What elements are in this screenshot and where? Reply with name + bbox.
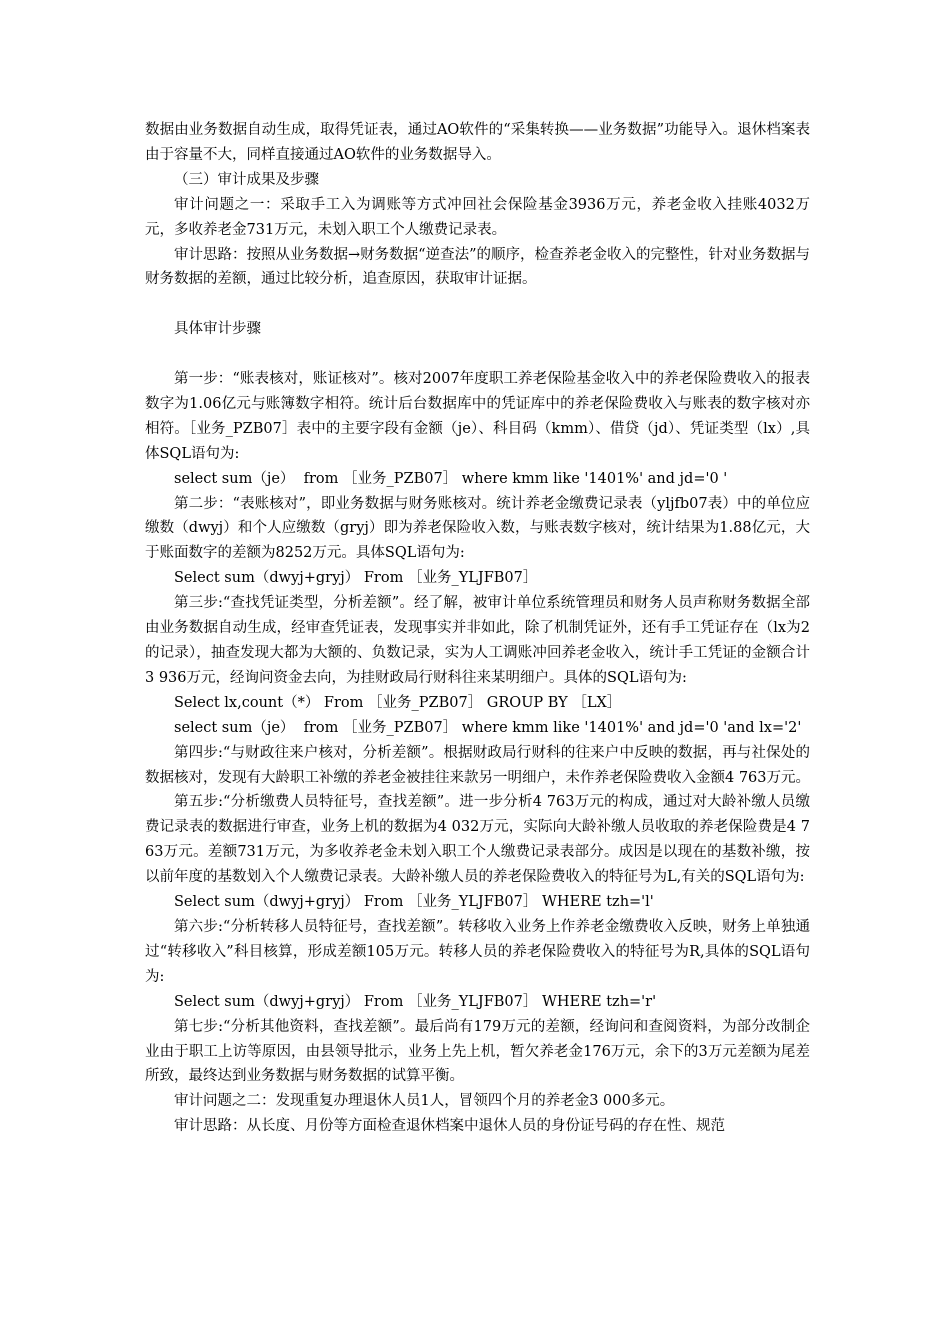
- paragraph-step-6: 第六步:“分析转移人员特征号，查找差额”。转移收入业务上作养老金缴费收入反映，财务上单独通过“转移收入”科目核算，形成差额105万元。转移人员的养老保险费收入的特征号为R,具体的SQL语句为:: [145, 918, 810, 985]
- sql-step-1: select sum（je） from ［业务_PZB07］ where kmm like '1401%' and jd='0 ': [174, 470, 728, 487]
- sql-step-3b: select sum（je） from ［业务_PZB07］ where kmm like '1401%' and jd='0 'and lx='2': [174, 719, 802, 736]
- paragraph-audit-issue-1: 审计问题之一：采取手工入为调账等方式冲回社会保险基金3936万元，养老金收入挂账4032万元，多收养老金731万元，未划入职工个人缴费记录表。: [145, 196, 810, 238]
- document-page: [145, 118, 810, 1139]
- section-heading-results: （三）审计成果及步骤: [174, 171, 319, 188]
- paragraph-step-7: 第七步:“分析其他资料，查找差额”。最后尚有179万元的差额，经询问和查阅资料，为部分改制企业由于职工上访等原因，由县领导批示，业务上先上机，暂欠养老金176万元，余下的3万元差额为尾差所致，最终达到业务数据与财务数据的试算平衡。: [145, 1018, 810, 1085]
- sql-step-5: Select sum（dwyj+gryj） From ［业务_YLJFB07］ WHERE tzh='l': [174, 894, 654, 911]
- paragraph-data-import: 数据由业务数据自动生成，取得凭证表，通过AO软件的“采集转换——业务数据”功能导入。退休档案表由于容量不大，同样直接通过AO软件的业务数据导入。: [145, 122, 810, 163]
- paragraph-audit-issue-2: 审计问题之二：发现重复办理退休人员1人，冒领四个月的养老金3 000多元。: [174, 1093, 675, 1110]
- paragraph-audit-approach-1: 审计思路：按照从业务数据→财务数据“逆查法”的顺序，检查养老金收入的完整性，针对业务数据与财务数据的差额，通过比较分析，追查原因，获取审计证据。: [145, 246, 810, 288]
- paragraph-audit-approach-2: 审计思路：从长度、月份等方面检查退休档案中退休人员的身份证号码的存在性、规范: [174, 1118, 725, 1135]
- sql-step-3a: Select lx,count（*） From ［业务_PZB07］ GROUP BY ［LX］: [174, 694, 622, 711]
- paragraph-step-1: 第一步：“账表核对，账证核对”。核对2007年度职工养老保险基金收入中的养老保险费收入的报表数字为1.06亿元与账簿数字相符。统计后台数据库中的凭证库中的养老保险费收入与账表的数字核对亦相符。［业务_PZB07］表中的主要字段有金额（je）、科目码（kmm）、借贷（jd）、凭证类型（lx）,具体SQL语句为:: [145, 371, 810, 462]
- sql-step-2: Select sum（dwyj+gryj） From ［业务_YLJFB07］: [174, 570, 538, 587]
- paragraph-step-2: 第二步：“表账核对”，即业务数据与财务账核对。统计养老金缴费记录表（yljfb07表）中的单位应缴数（dwyj）和个人应缴数（gryj）即为养老保险收入数，与账表数字核对，统计结果为1.88亿元，大于账面数字的差额为8252万元。具体SQL语句为:: [145, 495, 810, 562]
- sql-step-6: Select sum（dwyj+gryj） From ［业务_YLJFB07］ WHERE tzh='r': [174, 993, 657, 1010]
- paragraph-step-5: 第五步:“分析缴费人员特征号，查找差额”。进一步分析4 763万元的构成，通过对大龄补缴人员缴费记录表的数据进行审查，业务上机的数据为4 032万元，实际向大龄补缴人员收取的养老保险费是4 763万元。差额731万元，为多收养老金未划入职工个人缴费记录表部分。成因是以现在的基数补缴，按以前年度的基数划入个人缴费记录表。大龄补缴人员的养老保险费收入的特征号为L,有关的SQL语句为:: [145, 794, 810, 886]
- heading-specific-steps: 具体审计步骤: [174, 321, 261, 338]
- paragraph-step-3: 第三步:“查找凭证类型，分析差额”。经了解，被审计单位系统管理员和财务人员声称财务数据全部由业务数据自动生成，经审查凭证表，发现事实并非如此，除了机制凭证外，还有手工凭证存在（lx为2的记录），抽查发现大都为大额的、负数记录，实为人工调账冲回养老金收入，统计手工凭证的金额合计3 936万元，经询问资金去向，为挂财政局行财科往来某明细户。具体的SQL语句为:: [145, 595, 810, 686]
- paragraph-step-4: 第四步:“与财政往来户核对，分析差额”。根据财政局行财科的往来户中反映的数据，再与社保处的数据核对，发现有大龄职工补缴的养老金被挂往来款另一明细户，未作养老保险费收入金额4 763万元。: [145, 744, 811, 786]
